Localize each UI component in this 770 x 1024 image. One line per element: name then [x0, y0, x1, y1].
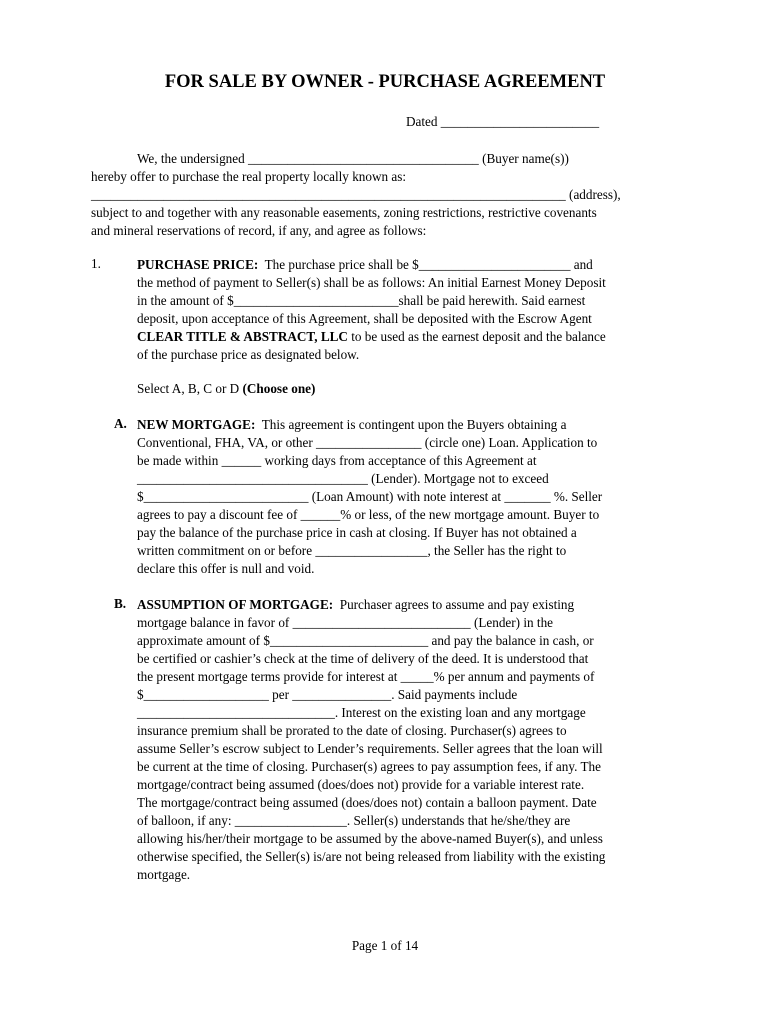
option-a-new-mortgage	[137, 416, 697, 578]
intro-line: hereby offer to purchase the real property locally known as:	[91, 169, 407, 184]
option-text: of balloon, if any: _________________. Seller(s) understands that he/she/they are	[137, 813, 571, 828]
option-text: agrees to pay a discount fee of ______% or less, of the new mortgage amount. Buyer to	[137, 507, 600, 522]
option-text: written commitment on or before _________________, the Seller has the right to	[137, 543, 567, 558]
option-text: ______________________________. Interest on the existing loan and any mortgage	[137, 705, 586, 720]
intro-line: We, the undersigned ___________________________________ (Buyer name(s))	[137, 151, 569, 166]
new-mortgage-heading: NEW MORTGAGE:	[137, 417, 256, 432]
option-b-assumption-of-mortgage	[137, 596, 697, 884]
option-text: assume Seller’s escrow subject to Lender’s requirements. Seller agrees that the loan will	[137, 741, 603, 756]
option-text: Purchaser agrees to assume and pay existing	[333, 597, 575, 612]
section-text: to be used as the earnest deposit and the balance	[347, 329, 606, 344]
section-text: in the amount of $_________________________shall be paid herewith. Said earnest	[137, 293, 586, 308]
page-number: Page 1 of 14	[351, 938, 419, 953]
option-text: the present mortgage terms provide for interest at _____% per annum and payments of	[137, 669, 595, 684]
assumption-heading: ASSUMPTION OF MORTGAGE:	[137, 597, 334, 612]
section-text: the method of payment to Seller(s) shall be as follows: An initial Earnest Money Deposit	[137, 275, 606, 290]
select-instruction	[137, 380, 315, 398]
intro-paragraph	[91, 150, 691, 240]
section-text: of the purchase price as designated below.	[137, 347, 360, 362]
option-a-letter: A.	[114, 416, 127, 431]
option-text: This agreement is contingent upon the Buyers obtaining a	[255, 417, 567, 432]
option-text: otherwise specified, the Seller(s) is/are not being released from liability with the existing	[137, 849, 606, 864]
option-text: pay the balance of the purchase price in cash at closing. If Buyer has not obtained a	[137, 525, 577, 540]
option-text: declare this offer is null and void.	[137, 561, 315, 576]
option-text: mortgage balance in favor of ___________________________ (Lender) in the	[137, 615, 554, 630]
option-text: be made within ______ working days from acceptance of this Agreement at	[137, 453, 537, 468]
choose-one-label: (Choose one)	[242, 381, 316, 396]
option-text: The mortgage/contract being assumed (does/does not) contain a balloon payment. Date	[137, 795, 597, 810]
option-text: $___________________ per _______________. Said payments include	[137, 687, 518, 702]
section-number: 1.	[91, 256, 101, 271]
purchase-price-heading: PURCHASE PRICE:	[137, 257, 259, 272]
option-text: mortgage.	[137, 867, 191, 882]
option-text: Conventional, FHA, VA, or other ________________ (circle one) Loan. Application to	[137, 435, 598, 450]
option-text: approximate amount of $________________________ and pay the balance in cash, or	[137, 633, 594, 648]
escrow-agent-name: CLEAR TITLE & ABSTRACT, LLC	[137, 329, 348, 344]
section-text: deposit, upon acceptance of this Agreement, shall be deposited with the Escrow Agent	[137, 311, 592, 326]
option-text: insurance premium shall be prorated to the date of closing. Purchaser(s) agrees to	[137, 723, 567, 738]
document-title: FOR SALE BY OWNER - PURCHASE AGREEMENT	[164, 72, 606, 92]
option-text: mortgage/contract being assumed (does/does not) provide for a variable interest rate.	[137, 777, 585, 792]
option-text: be certified or cashier’s check at the time of delivery of the deed. It is understood that	[137, 651, 589, 666]
purchase-price-section	[137, 256, 697, 364]
intro-line: and mineral reservations of record, if any, and agree as follows:	[91, 223, 427, 238]
option-text: $_________________________ (Loan Amount) with note interest at _______ %. Seller	[137, 489, 603, 504]
option-text: be current at the time of closing. Purchaser(s) agrees to pay assumption fees, if any. The	[137, 759, 601, 774]
option-text: allowing his/her/their mortgage to be assumed by the above-named Buyer(s), and unless	[137, 831, 603, 846]
intro-line: ________________________________________________________________________ (address),	[91, 187, 621, 202]
option-text: ___________________________________ (Lender). Mortgage not to exceed	[137, 471, 549, 486]
section-text: The purchase price shall be $_______________________ and	[258, 257, 593, 272]
intro-line: subject to and together with any reasonable easements, zoning restrictions, restrictive covenants	[91, 205, 597, 220]
select-text: Select A, B, C or D	[137, 381, 243, 396]
dated-line: Dated ________________________	[406, 114, 600, 129]
option-b-letter: B.	[114, 596, 127, 611]
